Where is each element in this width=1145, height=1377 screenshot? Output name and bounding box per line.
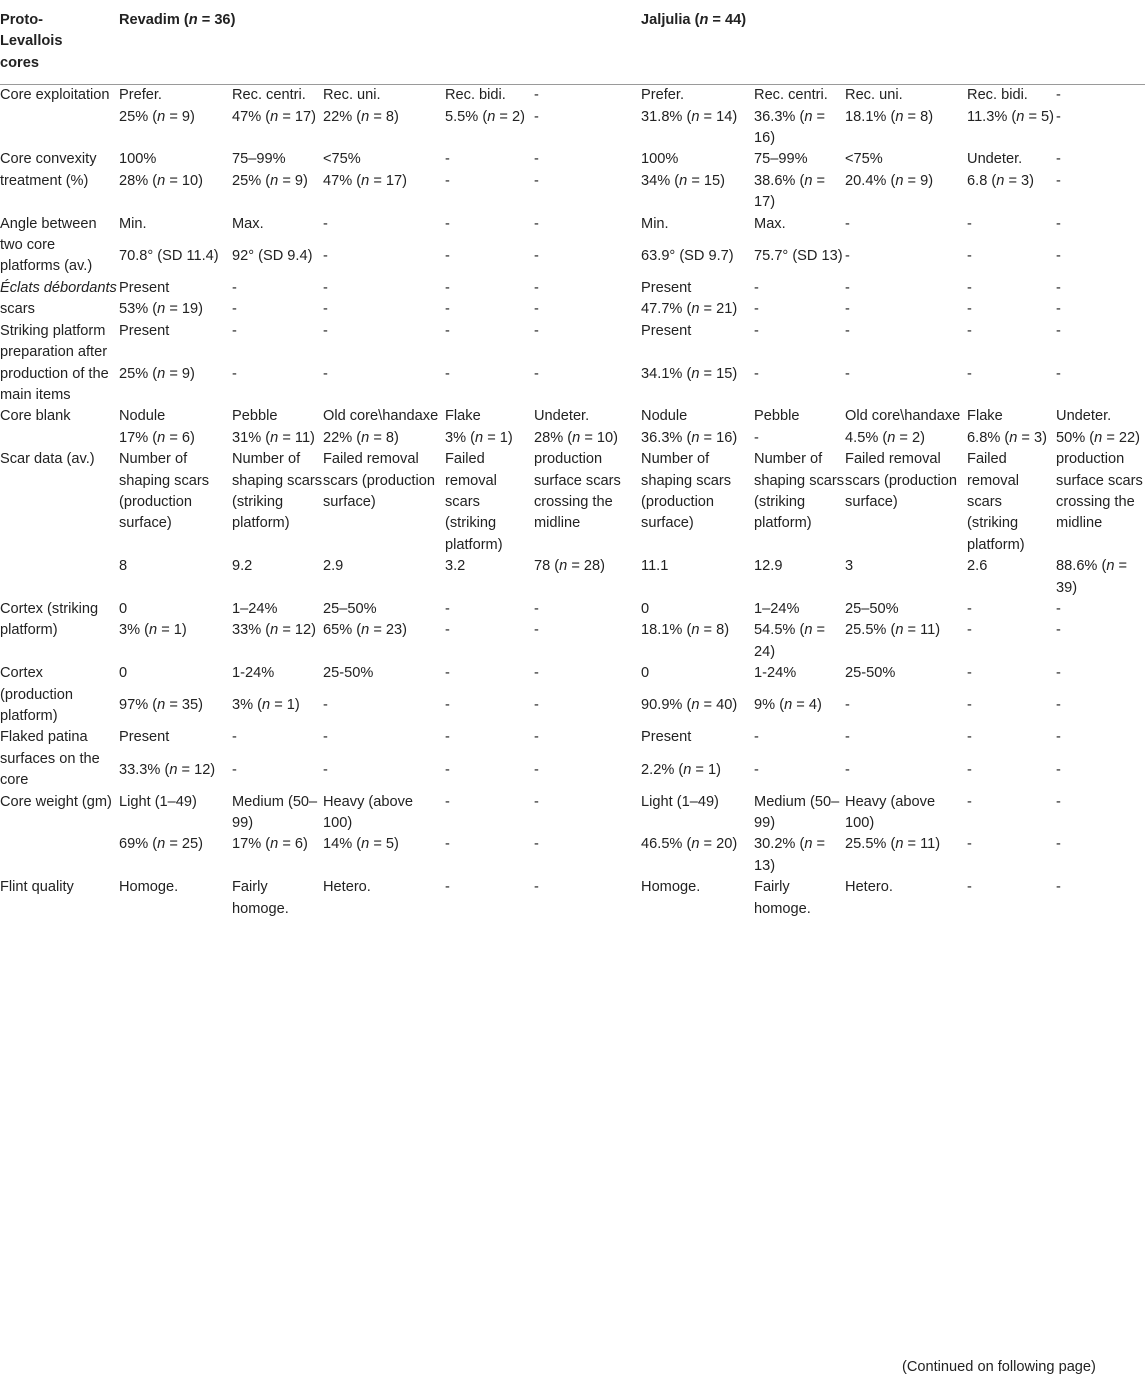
row-label: Cortex (production platform) <box>0 665 74 724</box>
category-cell: - <box>445 793 450 810</box>
value-cell: - <box>232 301 237 318</box>
value-cell: - <box>445 301 450 318</box>
value-cell: 17% (n = 6) <box>232 836 308 853</box>
row-label: Core weight (gm) <box>0 793 112 810</box>
category-cell: 0 <box>641 665 650 682</box>
table-row <box>0 877 1145 920</box>
category-cell: Rec. uni. <box>845 87 903 104</box>
table-row-values <box>0 556 1145 599</box>
value-cell: 90.9% (n = 40) <box>641 697 738 714</box>
value-cell: 12.9 <box>754 558 783 575</box>
category-cell: Rec. uni. <box>323 87 381 104</box>
category-cell: 1-24% <box>232 665 275 682</box>
category-cell: - <box>445 600 450 617</box>
category-cell: Number of shaping scars (striking platform) <box>754 451 845 532</box>
category-cell: Pebble <box>754 408 800 425</box>
value-cell: - <box>967 247 972 264</box>
category-cell: Hetero. <box>323 879 371 896</box>
category-cell: Rec. bidi. <box>967 87 1028 104</box>
value-cell: 25.5% (n = 11) <box>845 622 941 639</box>
value-cell: 25% (n = 9) <box>119 365 195 382</box>
value-cell: - <box>1056 836 1061 853</box>
category-cell: Max. <box>232 215 264 232</box>
category-cell: Present <box>119 729 170 746</box>
value-cell: - <box>1056 761 1061 778</box>
category-cell: Min. <box>641 215 669 232</box>
table-title: Proto- Levallois cores <box>0 12 63 71</box>
category-cell: 25–50% <box>323 600 377 617</box>
category-cell: Failed removal scars (production surface) <box>323 451 435 510</box>
value-cell: 22% (n = 8) <box>323 429 399 446</box>
row-label: Core convexity treatment (%) <box>0 151 97 189</box>
table-row <box>0 85 1145 107</box>
category-cell: Number of shaping scars (production surface) <box>641 451 732 532</box>
value-cell: 36.3% (n = 16) <box>641 429 738 446</box>
category-cell: Min. <box>119 215 147 232</box>
value-cell: 3.2 <box>445 558 466 575</box>
category-cell: Old core\handaxe <box>845 408 961 425</box>
value-cell: 47% (n = 17) <box>232 108 316 125</box>
table-row-values <box>0 171 1145 214</box>
value-cell: 17% (n = 6) <box>119 429 195 446</box>
value-cell: - <box>754 365 759 382</box>
value-cell: 75.7° (SD 13) <box>754 247 843 264</box>
value-cell: - <box>232 365 237 382</box>
value-cell: 47.7% (n = 21) <box>641 301 738 318</box>
category-cell: Fairly homoge. <box>754 879 811 917</box>
value-cell: - <box>323 697 328 714</box>
category-cell: - <box>323 729 328 746</box>
value-cell: 65% (n = 23) <box>323 622 407 639</box>
table-row-values <box>0 364 1145 407</box>
category-cell: 25-50% <box>845 665 896 682</box>
category-cell: - <box>1056 215 1061 232</box>
value-cell: 50% (n = 22) <box>1056 429 1141 446</box>
category-cell: Present <box>641 322 692 339</box>
category-cell: - <box>323 279 328 296</box>
category-cell: Flake <box>445 408 481 425</box>
category-cell: - <box>534 215 539 232</box>
value-cell: - <box>445 761 450 778</box>
value-cell: 6.8% (n = 3) <box>967 429 1047 446</box>
value-cell: 2.9 <box>323 558 344 575</box>
value-cell: 3% (n = 1) <box>119 622 187 639</box>
category-cell: - <box>967 793 972 810</box>
value-cell: - <box>445 836 450 853</box>
category-cell: Medium (50–99) <box>754 793 840 832</box>
value-cell: - <box>845 697 850 714</box>
value-cell: 34% (n = 15) <box>641 172 726 189</box>
value-cell: 6.8 (n = 3) <box>967 172 1034 189</box>
category-cell: Failed removal scars (striking platform) <box>967 451 1025 553</box>
table-row <box>0 214 1145 246</box>
category-cell: - <box>1056 151 1061 168</box>
continued-note: (Continued on following page) <box>902 1359 1096 1375</box>
category-cell: Rec. bidi. <box>445 87 506 104</box>
category-cell: - <box>967 665 972 682</box>
value-cell: 20.4% (n = 9) <box>845 172 934 189</box>
row-label: Éclats débordants scars <box>0 279 117 318</box>
value-cell: 69% (n = 25) <box>119 836 203 853</box>
value-cell: 28% (n = 10) <box>534 429 618 446</box>
value-cell: 25.5% (n = 11) <box>845 836 941 853</box>
category-cell: - <box>323 215 328 232</box>
category-cell: - <box>1056 665 1061 682</box>
value-cell: - <box>845 365 850 382</box>
category-cell: Heavy (above 100) <box>845 793 936 832</box>
category-cell: - <box>845 322 850 339</box>
category-cell: - <box>534 665 539 682</box>
table-row <box>0 278 1145 299</box>
value-cell: 4.5% (n = 2) <box>845 429 925 446</box>
category-cell: - <box>232 279 237 296</box>
value-cell: 3% (n = 1) <box>445 429 513 446</box>
value-cell: 34.1% (n = 15) <box>641 365 738 382</box>
category-cell: 0 <box>119 600 128 617</box>
value-cell: - <box>967 836 972 853</box>
value-cell: - <box>1056 365 1061 382</box>
category-cell: 100% <box>641 151 679 168</box>
category-cell: 0 <box>641 600 650 617</box>
category-cell: - <box>845 279 850 296</box>
category-cell: Present <box>641 279 692 296</box>
category-cell: - <box>1056 279 1061 296</box>
group-header-revadim: Revadim (n = 36) <box>119 12 236 28</box>
category-cell: 75–99% <box>232 151 286 168</box>
value-cell: - <box>754 761 759 778</box>
category-cell: Fairly homoge. <box>232 879 289 917</box>
category-cell: 100% <box>119 151 157 168</box>
value-cell: - <box>1056 172 1061 189</box>
table-row <box>0 727 1145 759</box>
value-cell: - <box>534 301 539 318</box>
table-row <box>0 449 1145 556</box>
header-row <box>0 0 1145 85</box>
category-cell: Light (1–49) <box>119 793 197 810</box>
table-row-values <box>0 428 1145 449</box>
value-cell: - <box>1056 697 1061 714</box>
value-cell: 53% (n = 19) <box>119 301 203 318</box>
value-cell: - <box>1056 108 1061 125</box>
category-cell: Nodule <box>119 408 166 425</box>
category-cell: production surface scars crossing the midline <box>1056 451 1143 532</box>
value-cell: 63.9° (SD 9.7) <box>641 247 734 264</box>
value-cell: - <box>232 761 237 778</box>
value-cell: 33% (n = 12) <box>232 622 316 639</box>
category-cell: - <box>445 279 450 296</box>
category-cell: Present <box>119 322 170 339</box>
value-cell: 9.2 <box>232 558 253 575</box>
value-cell: - <box>534 622 539 639</box>
table-row-values <box>0 107 1145 150</box>
value-cell: - <box>534 172 539 189</box>
table-row-values <box>0 760 1145 792</box>
group-header-jaljulia: Jaljulia (n = 44) <box>641 12 747 28</box>
row-label: Flaked patina surfaces on the core <box>0 729 100 789</box>
table-row-values <box>0 299 1145 320</box>
category-cell: - <box>445 879 450 896</box>
category-cell: <75% <box>845 151 883 168</box>
value-cell: - <box>845 247 850 264</box>
category-cell: - <box>323 322 328 339</box>
category-cell: - <box>1056 729 1061 746</box>
value-cell: 8 <box>119 558 128 575</box>
value-cell: 18.1% (n = 8) <box>845 108 934 125</box>
value-cell: - <box>445 365 450 382</box>
category-cell: - <box>967 729 972 746</box>
table-row <box>0 792 1145 835</box>
category-cell: - <box>445 151 450 168</box>
value-cell: - <box>754 429 759 446</box>
table-row <box>0 599 1145 620</box>
category-cell: - <box>445 215 450 232</box>
category-cell: 25–50% <box>845 600 899 617</box>
category-cell: 25-50% <box>323 665 374 682</box>
category-cell: Present <box>641 729 692 746</box>
category-cell: - <box>534 87 539 104</box>
category-cell: Hetero. <box>845 879 893 896</box>
category-cell: Light (1–49) <box>641 793 719 810</box>
value-cell: - <box>1056 247 1061 264</box>
value-cell: 28% (n = 10) <box>119 172 203 189</box>
value-cell: - <box>967 301 972 318</box>
category-cell: Number of shaping scars (striking platform) <box>232 451 323 532</box>
category-cell: - <box>534 151 539 168</box>
row-label: Angle between two core platforms (av.) <box>0 215 97 275</box>
category-cell: - <box>445 322 450 339</box>
category-cell: Rec. centri. <box>754 87 828 104</box>
category-cell: Max. <box>754 215 786 232</box>
value-cell: 38.6% (n = 17) <box>754 172 826 211</box>
value-cell: - <box>967 761 972 778</box>
value-cell: 70.8° (SD 11.4) <box>119 247 219 264</box>
row-label: Flint quality <box>0 879 74 896</box>
value-cell: 11.1 <box>641 558 669 575</box>
category-cell: - <box>445 665 450 682</box>
category-cell: - <box>232 322 237 339</box>
value-cell: - <box>967 697 972 714</box>
category-cell: - <box>967 322 972 339</box>
table-row-values <box>0 620 1145 663</box>
category-cell: - <box>534 600 539 617</box>
table-row <box>0 663 1145 695</box>
value-cell: - <box>445 247 450 264</box>
category-cell: Homoge. <box>641 879 701 896</box>
category-cell: 75–99% <box>754 151 808 168</box>
category-cell: - <box>845 729 850 746</box>
category-cell: production surface scars crossing the midline <box>534 451 621 532</box>
category-cell: - <box>845 215 850 232</box>
value-cell: - <box>534 108 539 125</box>
category-cell: - <box>232 729 237 746</box>
value-cell: 31% (n = 11) <box>232 429 315 446</box>
value-cell: 30.2% (n = 13) <box>754 836 826 874</box>
category-cell: - <box>1056 322 1061 339</box>
value-cell: 9% (n = 4) <box>754 697 822 714</box>
category-cell: Homoge. <box>119 879 179 896</box>
value-cell: 78 (n = 28) <box>534 558 606 575</box>
value-cell: 88.6% (n = 39) <box>1056 558 1128 596</box>
category-cell: Undeter. <box>967 151 1023 168</box>
value-cell: - <box>967 622 972 639</box>
value-cell: - <box>967 365 972 382</box>
value-cell: - <box>534 697 539 714</box>
category-cell: - <box>967 879 972 896</box>
category-cell: 1–24% <box>754 600 800 617</box>
category-cell: - <box>534 729 539 746</box>
category-cell: Failed removal scars (striking platform) <box>445 451 503 553</box>
value-cell: 18.1% (n = 8) <box>641 622 730 639</box>
value-cell: - <box>1056 622 1061 639</box>
value-cell: - <box>845 301 850 318</box>
value-cell: 25% (n = 9) <box>232 172 308 189</box>
category-cell: - <box>1056 879 1061 896</box>
category-cell: - <box>754 322 759 339</box>
table-row-values <box>0 246 1145 278</box>
category-cell: Undeter. <box>534 408 590 425</box>
category-cell: - <box>967 279 972 296</box>
value-cell: - <box>534 247 539 264</box>
value-cell: 46.5% (n = 20) <box>641 836 738 853</box>
value-cell: - <box>445 697 450 714</box>
category-cell: - <box>1056 87 1061 104</box>
category-cell: - <box>967 215 972 232</box>
category-cell: - <box>534 322 539 339</box>
category-cell: Failed removal scars (production surface) <box>845 451 957 510</box>
row-label: Core exploitation <box>0 87 110 104</box>
table-body <box>0 85 1145 920</box>
table-row <box>0 149 1145 170</box>
value-cell: 33.3% (n = 12) <box>119 761 216 778</box>
value-cell: - <box>323 761 328 778</box>
value-cell: 97% (n = 35) <box>119 697 203 714</box>
category-cell: - <box>1056 600 1061 617</box>
category-cell: Medium (50–99) <box>232 793 318 832</box>
category-cell: 1–24% <box>232 600 278 617</box>
value-cell: - <box>323 247 328 264</box>
category-cell: 0 <box>119 665 128 682</box>
value-cell: 92° (SD 9.4) <box>232 247 313 264</box>
category-cell: - <box>534 879 539 896</box>
value-cell: - <box>323 301 328 318</box>
value-cell: 3 <box>845 558 854 575</box>
value-cell: 31.8% (n = 14) <box>641 108 738 125</box>
row-label: Striking platform preparation after production of the main items <box>0 322 109 403</box>
value-cell: 2.6 <box>967 558 988 575</box>
value-cell: - <box>534 836 539 853</box>
value-cell: 36.3% (n = 16) <box>754 108 826 147</box>
value-cell: 47% (n = 17) <box>323 172 407 189</box>
category-cell: Nodule <box>641 408 688 425</box>
value-cell: - <box>445 172 450 189</box>
table-row <box>0 321 1145 364</box>
value-cell: 5.5% (n = 2) <box>445 108 525 125</box>
row-label: Scar data (av.) <box>0 451 95 468</box>
category-cell: - <box>754 279 759 296</box>
category-cell: Heavy (above 100) <box>323 793 414 832</box>
category-cell: Old core\handaxe <box>323 408 439 425</box>
value-cell: - <box>445 622 450 639</box>
category-cell: Pebble <box>232 408 278 425</box>
value-cell: - <box>1056 301 1061 318</box>
value-cell: 3% (n = 1) <box>232 697 300 714</box>
category-cell: 1-24% <box>754 665 797 682</box>
category-cell: - <box>967 600 972 617</box>
row-label: Core blank <box>0 408 71 425</box>
category-cell: - <box>534 279 539 296</box>
value-cell: 11.3% (n = 5) <box>967 108 1055 125</box>
value-cell: - <box>754 301 759 318</box>
category-cell: - <box>754 729 759 746</box>
table-row <box>0 406 1145 427</box>
value-cell: 54.5% (n = 24) <box>754 622 826 660</box>
category-cell: - <box>534 793 539 810</box>
table-row-values <box>0 834 1145 877</box>
table-row-values <box>0 695 1145 727</box>
category-cell: Prefer. <box>119 87 162 104</box>
category-cell: Number of shaping scars (production surface) <box>119 451 210 532</box>
value-cell: - <box>323 365 328 382</box>
value-cell: 25% (n = 9) <box>119 108 195 125</box>
row-label: Cortex (striking platform) <box>0 600 99 639</box>
value-cell: - <box>845 761 850 778</box>
value-cell: 22% (n = 8) <box>323 108 399 125</box>
category-cell: Undeter. <box>1056 408 1112 425</box>
category-cell: Flake <box>967 408 1003 425</box>
category-cell: Present <box>119 279 170 296</box>
category-cell: Prefer. <box>641 87 685 104</box>
category-cell: - <box>445 729 450 746</box>
category-cell: Rec. centri. <box>232 87 306 104</box>
value-cell: 14% (n = 5) <box>323 836 399 853</box>
value-cell: - <box>534 365 539 382</box>
category-cell: <75% <box>323 151 361 168</box>
value-cell: 2.2% (n = 1) <box>641 761 721 778</box>
category-cell: - <box>1056 793 1061 810</box>
value-cell: - <box>534 761 539 778</box>
